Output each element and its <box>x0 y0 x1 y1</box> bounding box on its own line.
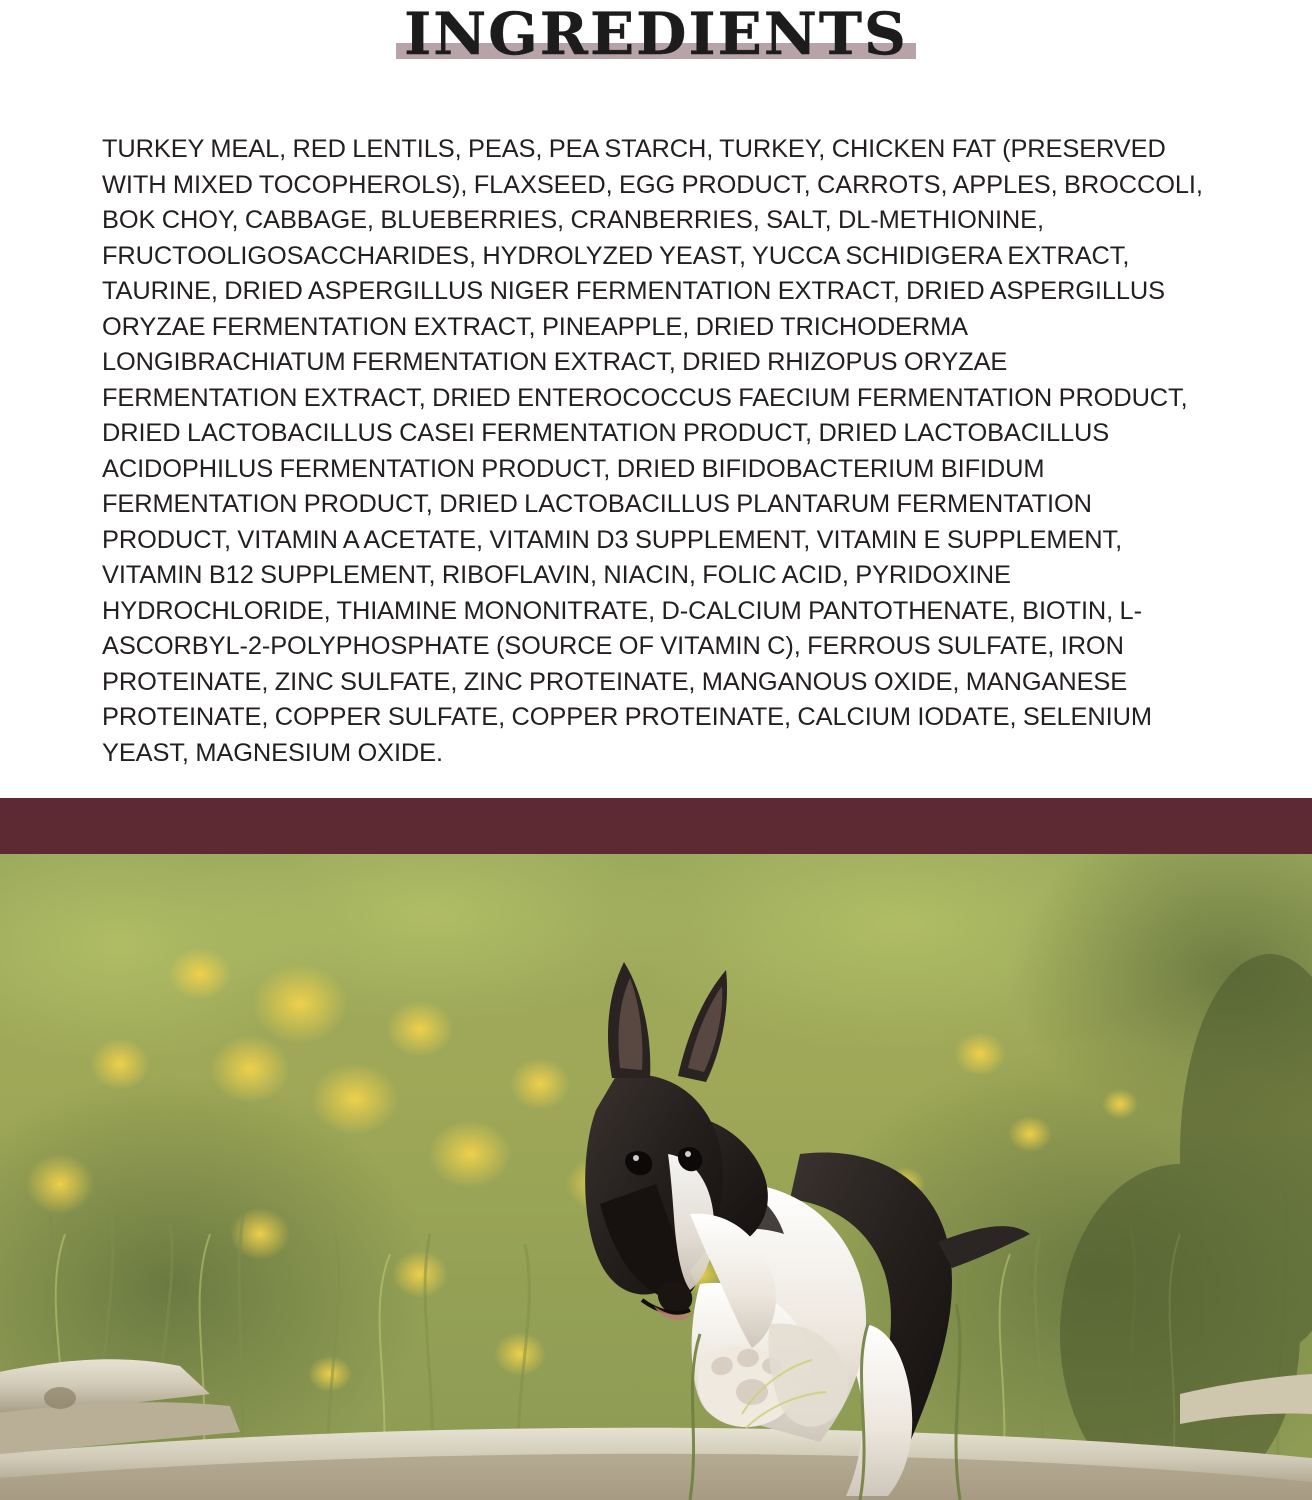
ingredients-section <box>0 65 1312 797</box>
section-divider-bar <box>0 798 1312 854</box>
ingredients-list-text: TURKEY MEAL, RED LENTILS, PEAS, PEA STARCH, TURKEY, CHICKEN FAT (PRESERVED WITH MIXED TOCOPHEROLS), FLAXSEED, EGG PRODUCT, CARROTS, APPLES, BROCCOLI, BOK CHOY, CABBAGE, BLUEBERRIES, CRANBERRIES, SALT, DL-METHIONINE, FRUCTOOLIGOSACCHARIDES, HYDROLYZED YEAST, YUCCA SCHIDIGERA EXTRACT, TAURINE, DRIED ASPERGILLUS NIGER FERMENTATION EXTRACT, DRIED ASPERGILLUS ORYZAE FERMENTATION EXTRACT, PINEAPPLE, DRIED TRICHODERMA LONGIBRACHIATUM FERMENTATION EXTRACT, DRIED RHIZOPUS ORYZAE FERMENTATION EXTRACT, DRIED ENTEROCOCCUS FAECIUM FERMENTATION PRODUCT, DRIED LACTOBACILLUS CASEI FERMENTATION PRODUCT, DRIED LACTOBACILLUS ACIDOPHILUS FERMENTATION PRODUCT, DRIED BIFIDOBACTERIUM BIFIDUM FERMENTATION PRODUCT, DRIED LACTOBACILLUS PLANTARUM FERMENTATION PRODUCT, VITAMIN A ACETATE, VITAMIN D3 SUPPLEMENT, VITAMIN E SUPPLEMENT, VITAMIN B12 SUPPLEMENT, RIBOFLAVIN, NIACIN, FOLIC ACID, PYRIDOXINE HYDROCHLORIDE, THIAMINE MONONITRATE, D-CALCIUM PANTOTHENATE, BIOTIN, L-ASCORBYL-2-POLYPHOSPHATE (SOURCE OF VITAMIN C), FERROUS SULFATE, IRON PROTEINATE, ZINC SULFATE, ZINC PROTEINATE, MANGANOUS OXIDE, MANGANESE PROTEINATE, COPPER SULFATE, COPPER PROTEINATE, CALCIUM IODATE, SELENIUM YEAST, MAGNESIUM OXIDE. <box>102 135 1203 767</box>
header <box>0 0 1312 68</box>
page-title-text: INGREDIENTS <box>404 0 908 68</box>
dog-photo-illustration <box>0 854 1312 1500</box>
page-title <box>396 0 916 68</box>
dog-photo <box>0 854 1312 1500</box>
